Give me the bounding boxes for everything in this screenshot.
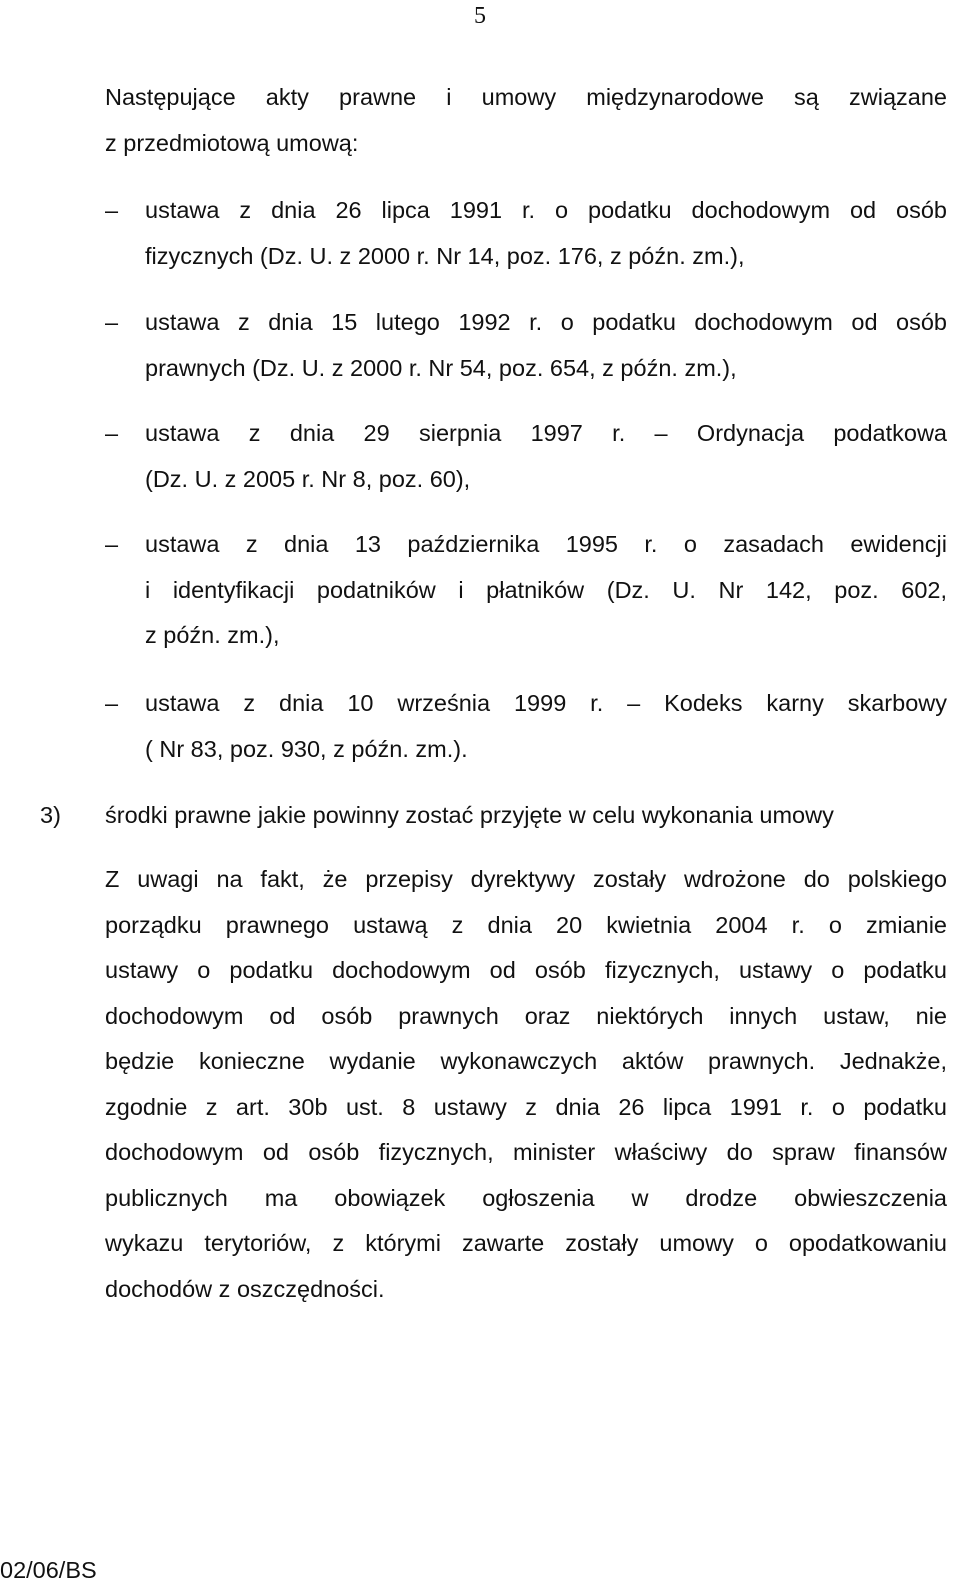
list-item-line: ( Nr 83, poz. 930, z późn. zm.).	[145, 735, 468, 762]
list-item-line: ustawa z dnia 10 września 1999 r. – Kodeks karny skarbowy	[145, 690, 947, 716]
dash-marker: –	[105, 531, 119, 557]
dash-marker: –	[105, 690, 119, 716]
intro-paragraph	[105, 75, 947, 166]
paragraph-line: zgodnie z art. 30b ust. 8 ustawy z dnia 26 lipca 1991 r. o podatku	[105, 1093, 947, 1120]
section-number: 3)	[40, 802, 61, 828]
paragraph-line: dochodowym od osób fizycznych, minister właściwy do spraw finansów	[105, 1139, 947, 1165]
list-item-line: ustawa z dnia 15 lutego 1992 r. o podatku dochodowym od osób	[145, 309, 947, 335]
list-item-line: fizycznych (Dz. U. z 2000 r. Nr 14, poz. 176, z późn. zm.),	[145, 242, 745, 269]
paragraph-line: dochodowym od osób prawnych oraz niektórych innych ustaw, nie	[105, 1002, 947, 1029]
dash-marker: –	[105, 420, 119, 446]
page-number: 5	[474, 3, 486, 29]
list-item-line: i identyfikacji podatników i płatników (Dz. U. Nr 142, poz. 602,	[145, 576, 947, 603]
paragraph-line: ustawy o podatku dochodowym od osób fizycznych, ustawy o podatku	[105, 957, 947, 983]
list-item-line: prawnych (Dz. U. z 2000 r. Nr 54, poz. 654, z późn. zm.),	[145, 354, 737, 381]
section-heading-text: środki prawne jakie powinny zostać przyjęte w celu wykonania umowy	[105, 802, 834, 828]
paragraph-line: będzie konieczne wydanie wykonawczych aktów prawnych. Jednakże,	[105, 1048, 947, 1074]
list-item-line: z późn. zm.),	[145, 622, 280, 648]
dash-marker: –	[105, 197, 119, 223]
paragraph-line: wykazu terytoriów, z którymi zawarte zostały umowy o opodatkowaniu	[105, 1230, 947, 1256]
paragraph-line: porządku prawnego ustawą z dnia 20 kwietnia 2004 r. o zmianie	[105, 911, 947, 938]
intro-line: z przedmiotową umową:	[105, 129, 359, 156]
list-item-line: (Dz. U. z 2005 r. Nr 8, poz. 60),	[145, 465, 471, 492]
intro-line: Następujące akty prawne i umowy międzynarodowe są związane	[105, 84, 947, 110]
footer-reference: 02/06/BS	[0, 1557, 97, 1583]
dash-marker: –	[105, 309, 119, 335]
paragraph-line: dochodów z oszczędności.	[105, 1275, 385, 1302]
paragraph-line: publicznych ma obowiązek ogłoszenia w drodze obwieszczenia	[105, 1184, 947, 1211]
section-paragraph	[105, 857, 947, 1312]
paragraph-line: Z uwagi na fakt, że przepisy dyrektywy zostały wdrożone do polskiego	[105, 866, 947, 892]
list-item-line: ustawa z dnia 13 października 1995 r. o zasadach ewidencji	[145, 531, 947, 557]
list-item-line: ustawa z dnia 26 lipca 1991 r. o podatku dochodowym od osób	[145, 197, 947, 223]
section-heading	[105, 793, 947, 839]
list-item-line: ustawa z dnia 29 sierpnia 1997 r. – Ordynacja podatkowa	[145, 420, 947, 446]
